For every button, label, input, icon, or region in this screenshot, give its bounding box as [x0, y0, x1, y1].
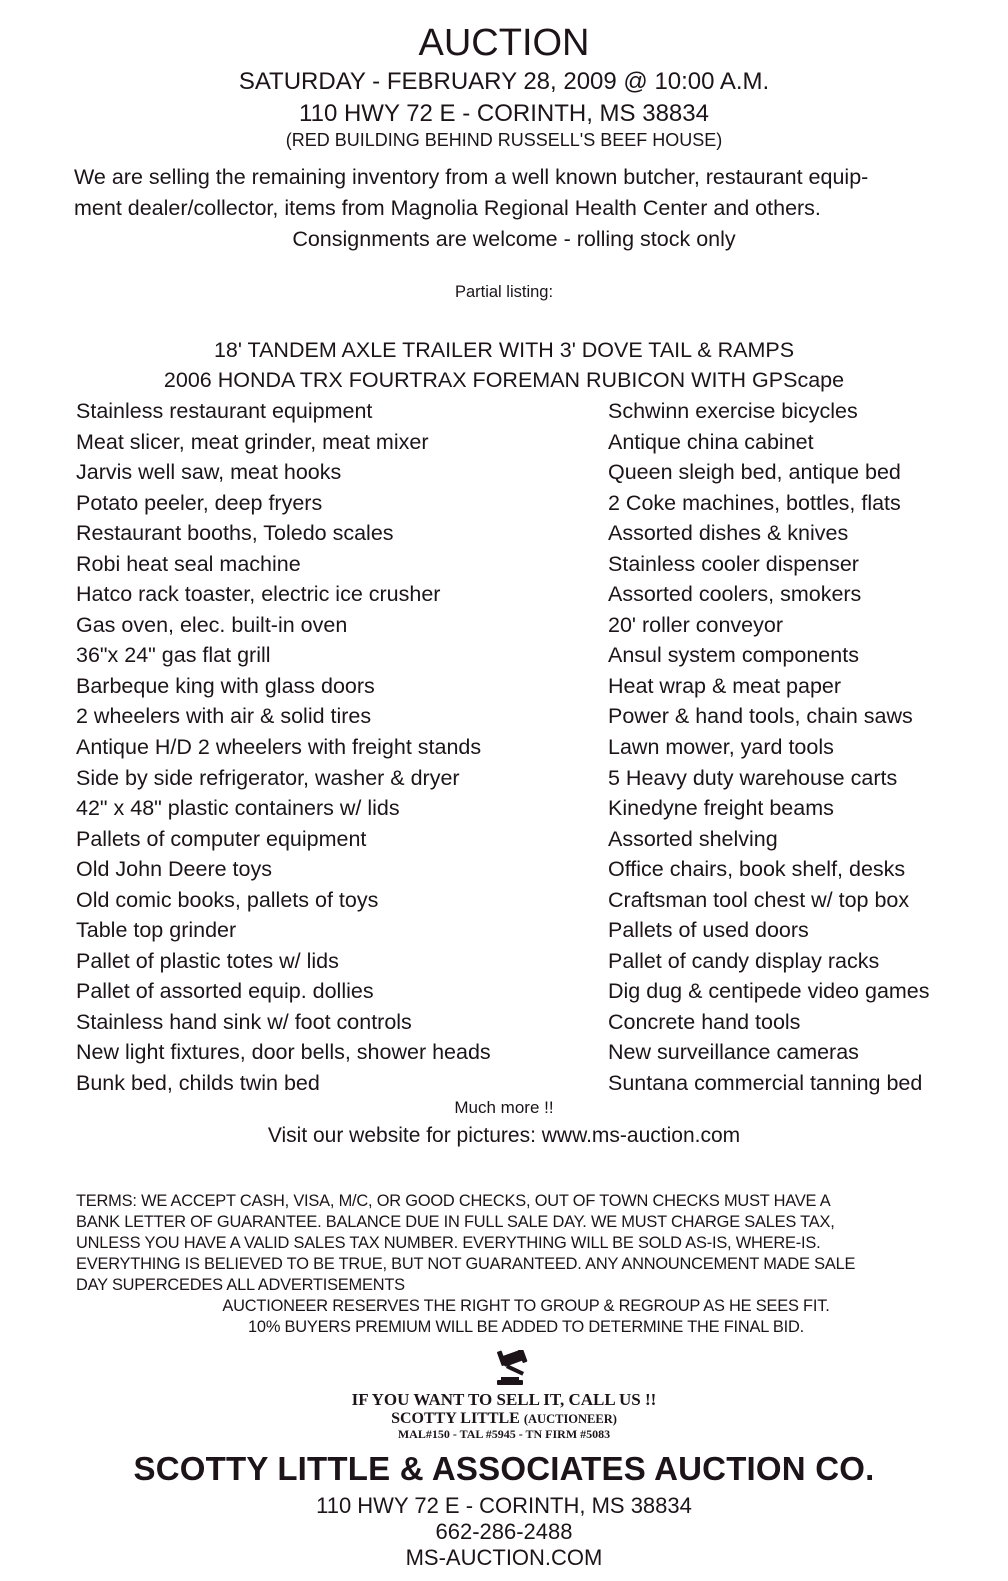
item-list-right: [608, 396, 930, 1099]
company-address: 110 HWY 72 E - CORINTH, MS 38834: [316, 1493, 692, 1518]
terms-line: TERMS: WE ACCEPT CASH, VISA, M/C, OR GOOD CHECKS, OUT OF TOWN CHECKS MUST HAVE A: [76, 1192, 831, 1210]
consignment-line: Consignments are welcome - rolling stock only: [292, 227, 736, 251]
list-item: Potato peeler, deep fryers: [76, 490, 323, 515]
license-line: MAL#150 - TAL #5945 - TN FIRM #5083: [397, 1427, 611, 1441]
terms-line: UNLESS YOU HAVE A VALID SALES TAX NUMBER. EVERYTHING WILL BE SOLD AS-IS, WHERE-IS.: [76, 1234, 821, 1252]
terms-line: AUCTIONEER RESERVES THE RIGHT TO GROUP & REGROUP AS HE SEES FIT.: [222, 1297, 830, 1315]
list-item: Schwinn exercise bicycles: [608, 399, 858, 423]
intro-paragraph: [74, 162, 954, 255]
auction-date: SATURDAY - FEBRUARY 28, 2009 @ 10:00 A.M.: [238, 68, 770, 95]
item-list-left: [76, 396, 491, 1099]
terms-block: [76, 1191, 976, 1338]
list-item: Kinedyne freight beams: [608, 796, 834, 821]
list-item: Pallet of candy display racks: [608, 948, 880, 973]
auction-address: 110 HWY 72 E - CORINTH, MS 38834: [299, 100, 709, 127]
list-item: Stainless restaurant equipment: [76, 399, 373, 423]
auction-title: AUCTION: [418, 22, 590, 64]
list-item: New surveillance cameras: [608, 1040, 859, 1065]
list-item: Gas oven, elec. built-in oven: [76, 612, 348, 637]
list-item: Office chairs, book shelf, desks: [608, 857, 906, 882]
list-item: Queen sleigh bed, antique bed: [608, 460, 901, 485]
list-item: Ansul system components: [608, 643, 859, 668]
list-item: Pallets of used doors: [608, 918, 809, 943]
list-item: Bunk bed, childs twin bed: [76, 1071, 320, 1096]
list-item: 42" x 48" plastic containers w/ lids: [76, 796, 400, 821]
list-item: Hatco rack toaster, electric ice crusher: [76, 582, 441, 607]
list-item: Old John Deere toys: [76, 857, 272, 882]
list-item: Lawn mower, yard tools: [608, 735, 834, 760]
website-line: Visit our website for pictures: www.ms-auction.com: [267, 1124, 741, 1147]
list-item: Pallet of plastic totes w/ lids: [76, 948, 339, 973]
list-item: Assorted dishes & knives: [608, 521, 849, 546]
list-item: Antique H/D 2 wheelers with freight stands: [76, 735, 482, 760]
list-item: New light fixtures, door bells, shower heads: [76, 1040, 491, 1065]
list-item: 5 Heavy duty warehouse carts: [608, 765, 898, 790]
list-item: Antique china cabinet: [608, 429, 814, 454]
company-website: MS-AUCTION.COM: [405, 1545, 603, 1570]
terms-line: 10% BUYERS PREMIUM WILL BE ADDED TO DETERMINE THE FINAL BID.: [247, 1318, 805, 1336]
list-item: Heat wrap & meat paper: [608, 673, 842, 698]
intro-line: We are selling the remaining inventory from a well known butcher, restaurant equip-: [74, 165, 869, 189]
list-item: Barbeque king with glass doors: [76, 673, 375, 698]
auctioneer-title: (AUCTIONEER): [523, 1412, 617, 1426]
list-item: Craftsman tool chest w/ top box: [608, 887, 910, 912]
list-item: Old comic books, pallets of toys: [76, 887, 379, 912]
list-item: Stainless cooler dispenser: [608, 551, 859, 576]
list-item: Robi heat seal machine: [76, 551, 301, 576]
list-item: 20' roller conveyor: [608, 612, 783, 637]
list-item: Concrete hand tools: [608, 1009, 801, 1034]
intro-line: ment dealer/collector, items from Magnolia Regional Health Center and others.: [74, 196, 821, 220]
auctioneer-line: [0, 1410, 1008, 1428]
list-item: Assorted coolers, smokers: [608, 582, 862, 607]
list-item: Stainless hand sink w/ foot controls: [76, 1009, 412, 1034]
list-item: 36"x 24" gas flat grill: [76, 643, 271, 668]
company-name: SCOTTY LITTLE & ASSOCIATES AUCTION CO.: [133, 1450, 875, 1487]
sell-call-line: IF YOU WANT TO SELL IT, CALL US !!: [351, 1390, 657, 1409]
list-item: Meat slicer, meat grinder, meat mixer: [76, 429, 429, 454]
auctioneer-name: SCOTTY LITTLE: [391, 1410, 520, 1427]
list-item: Assorted shelving: [608, 826, 778, 851]
featured-item: 18' TANDEM AXLE TRAILER WITH 3' DOVE TAIL & RAMPS: [213, 338, 795, 362]
terms-line: EVERYTHING IS BELIEVED TO BE TRUE, BUT NOT GUARANTEED. ANY ANNOUNCEMENT MADE SALE: [76, 1255, 856, 1273]
list-item: Side by side refrigerator, washer & dryer: [76, 765, 460, 790]
list-item: Pallets of computer equipment: [76, 826, 367, 851]
company-phone: 662-286-2488: [435, 1519, 573, 1544]
location-note: (RED BUILDING BEHIND RUSSELL'S BEEF HOUSE): [285, 130, 723, 150]
list-item: Power & hand tools, chain saws: [608, 704, 913, 729]
list-item: 2 wheelers with air & solid tires: [76, 704, 372, 729]
much-more-text: Much more !!: [454, 1098, 554, 1117]
gavel-icon: [493, 1350, 541, 1388]
terms-line: BANK LETTER OF GUARANTEE. BALANCE DUE IN FULL SALE DAY. WE MUST CHARGE SALES TAX,: [76, 1213, 835, 1231]
list-item: Restaurant booths, Toledo scales: [76, 521, 394, 546]
terms-line: DAY SUPERCEDES ALL ADVERTISEMENTS: [76, 1276, 405, 1294]
partial-listing-heading: Partial listing:: [454, 283, 554, 301]
list-item: Suntana commercial tanning bed: [608, 1071, 923, 1096]
list-item: Pallet of assorted equip. dollies: [76, 979, 374, 1004]
featured-item: 2006 HONDA TRX FOURTRAX FOREMAN RUBICON WITH GPScape: [163, 368, 845, 392]
list-item: Jarvis well saw, meat hooks: [76, 460, 342, 485]
list-item: Dig dug & centipede video games: [608, 979, 930, 1004]
list-item: Table top grinder: [76, 918, 237, 943]
list-item: 2 Coke machines, bottles, flats: [608, 490, 901, 515]
